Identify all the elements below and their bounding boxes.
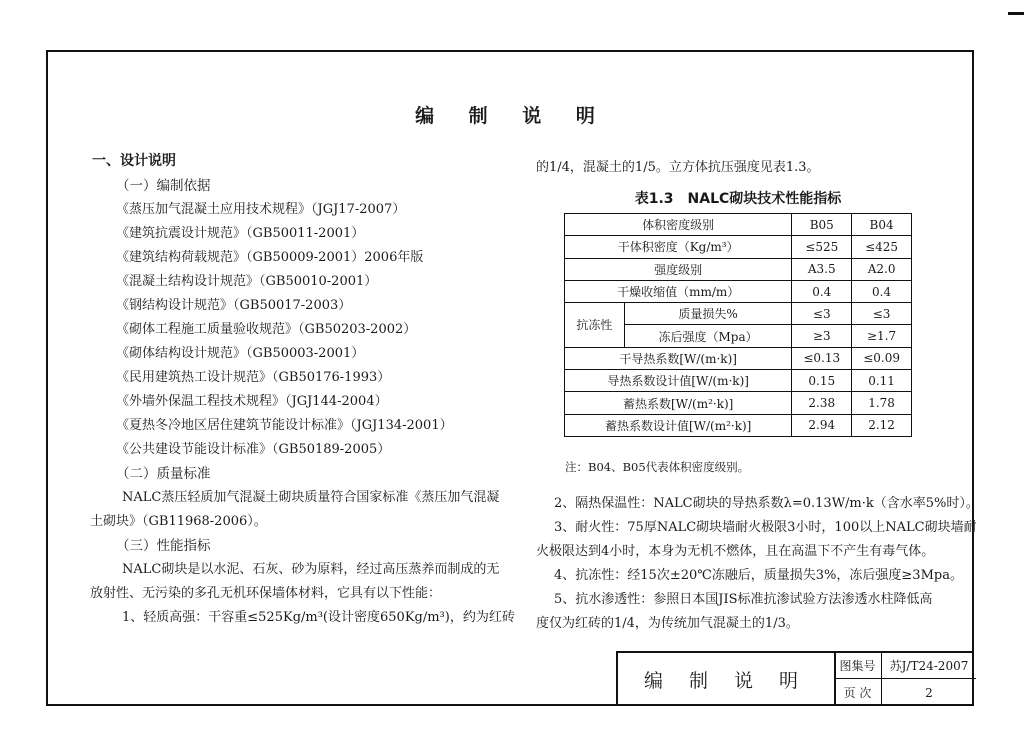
left_column-line: 《民用建筑热工设计规范》（GB50176-1993）: [116, 370, 391, 385]
table-row: [565, 414, 912, 436]
table-row: [565, 370, 912, 392]
row-b04-value: 0.4: [852, 280, 912, 302]
row-b04-value: ≥1.7: [852, 325, 912, 347]
row-b05-value: 2.38: [792, 392, 852, 414]
row-b05-value: 0.4: [792, 280, 852, 302]
header-b04: B04: [852, 214, 912, 236]
left_column-line: 《公共建设节能设计标准》（GB50189-2005）: [116, 442, 391, 457]
row-label: 冻后强度（Mpa）: [624, 325, 792, 347]
right_column-line: 4、抗冻性：经15次±20℃冻融后，质量损失3%，冻后强度≥3Mpa。: [554, 568, 963, 583]
row-b04-value: 0.11: [852, 370, 912, 392]
table-caption: 表1.3 NALC砌块技术性能指标: [634, 191, 842, 207]
table-header-row: [565, 214, 912, 236]
row-label: 导热系数设计值[W/(m·k)]: [565, 370, 792, 392]
row-b05-value: ≥3: [792, 325, 852, 347]
page-value: 2: [925, 685, 933, 700]
left_column-line: 《外墙外保温工程技术规程》（JGJ144-2004）: [116, 394, 388, 409]
table-row: [565, 392, 912, 414]
edge-mark: [1008, 12, 1024, 15]
page-label: 页 次: [834, 679, 882, 706]
row-b04-value: 2.12: [852, 414, 912, 436]
left_column-line: 《建筑抗震设计规范》（GB50011-2001）: [116, 226, 365, 241]
row-b05-value: ≤525: [792, 236, 852, 258]
left_column-line: 《砌体工程施工质量验收规范》（GB50203-2002）: [116, 322, 417, 337]
left_column-line: （三）性能指标: [116, 538, 211, 554]
left_column-line: （二）质量标准: [116, 466, 211, 482]
left_column-line: 土砌块》（GB11968-2006）。: [90, 514, 267, 529]
right_column-line: 2、隔热保温性：NALC砌块的导热系数λ=0.13W/m·k（含水率5%时）。: [554, 496, 979, 511]
spec-table: [564, 213, 912, 437]
header-label: 体积密度级别: [565, 214, 792, 236]
title-block-name: 编 制 说 明: [618, 653, 836, 706]
header-b05: B05: [792, 214, 852, 236]
left_column-line: NALC砌块是以水泥、石灰、砂为原料，经过高压蒸养而制成的无: [122, 562, 500, 577]
atlas-value: 苏J/T24-2007: [882, 653, 976, 679]
left_column-line: 《砌体结构设计规范》（GB50003-2001）: [116, 346, 365, 361]
table-row: [565, 236, 912, 258]
right_column-line: 度仅为红砖的1/4，为传统加气混凝土的1/3。: [536, 616, 799, 631]
row-b05-value: A3.5: [792, 258, 852, 280]
table-row: [565, 258, 912, 280]
left_column-line: 《建筑结构荷载规范》（GB50009-2001）2006年版: [116, 250, 424, 265]
row-b05-value: ≤0.13: [792, 347, 852, 369]
right_column-line: 5、抗水渗透性：参照日本国JIS标准抗渗试验方法渗透水柱降低高: [554, 592, 933, 607]
left_column-line: 《夏热冬冷地区居住建筑节能设计标准》（JGJ134-2001）: [116, 418, 453, 433]
row-b05-value: 2.94: [792, 414, 852, 436]
row-b04-value: ≤0.09: [852, 347, 912, 369]
left_column-line: 《钢结构设计规范》（GB50017-2003）: [116, 298, 352, 313]
intro-line: 的1/4，混凝土的1/5。立方体抗压强度见表1.3。: [536, 160, 820, 175]
left_column-line: 《蒸压加气混凝土应用技术规程》（JGJ17-2007）: [116, 202, 406, 217]
right-column: [536, 492, 979, 632]
row-b05-value: 0.15: [792, 370, 852, 392]
table-row: [565, 347, 912, 369]
left_column-line: 1、轻质高强：干容重≤525Kg/m³(设计密度650Kg/m³)，约为红砖: [122, 610, 515, 625]
row-b04-value: 1.78: [852, 392, 912, 414]
right_column-line: 火极限达到4小时，本身为无机不燃体，且在高温下不产生有毒气体。: [536, 544, 935, 559]
left_column-line: 《混凝土结构设计规范》（GB50010-2001）: [116, 274, 378, 289]
row-b04-value: ≤3: [852, 303, 912, 325]
row-label: 蓄热系数设计值[W/(m²·k)]: [565, 414, 792, 436]
right_column-line: 3、耐火性：75厚NALC砌块墙耐火极限3小时，100以上NALC砌块墙耐: [554, 520, 977, 535]
table-row: [565, 280, 912, 302]
row-label: 干燥收缩值（mm/m）: [565, 280, 792, 302]
row-label: 干导热系数[W/(m·k)]: [565, 347, 792, 369]
left-column: [92, 150, 532, 640]
left_column-line: 一、设计说明: [92, 153, 176, 169]
title-block: [616, 651, 974, 706]
row-label: 蓄热系数[W/(m²·k)]: [565, 392, 792, 414]
left_column-line: NALC蒸压轻质加气混凝土砌块质量符合国家标准《蒸压加气混凝: [122, 490, 500, 505]
row-label: 强度级别: [565, 258, 792, 280]
row-label: 干体积密度（Kg/m³）: [565, 236, 792, 258]
row-b04-value: A2.0: [852, 258, 912, 280]
row-label: 质量损失%: [624, 303, 792, 325]
row-b04-value: ≤425: [852, 236, 912, 258]
atlas-label: 图集号: [834, 653, 882, 679]
table-note: 注：B04、B05代表体积密度级别。: [565, 460, 750, 474]
row-b05-value: ≤3: [792, 303, 852, 325]
left_column-line: 放射性、无污染的多孔无机环保墙体材料，它具有以下性能：: [90, 586, 442, 601]
table-row: [565, 303, 912, 325]
page-title: 编 制 说 明: [415, 105, 609, 127]
left_column-line: （一）编制依据: [116, 178, 211, 194]
frost-group-label: 抗冻性: [565, 303, 625, 348]
